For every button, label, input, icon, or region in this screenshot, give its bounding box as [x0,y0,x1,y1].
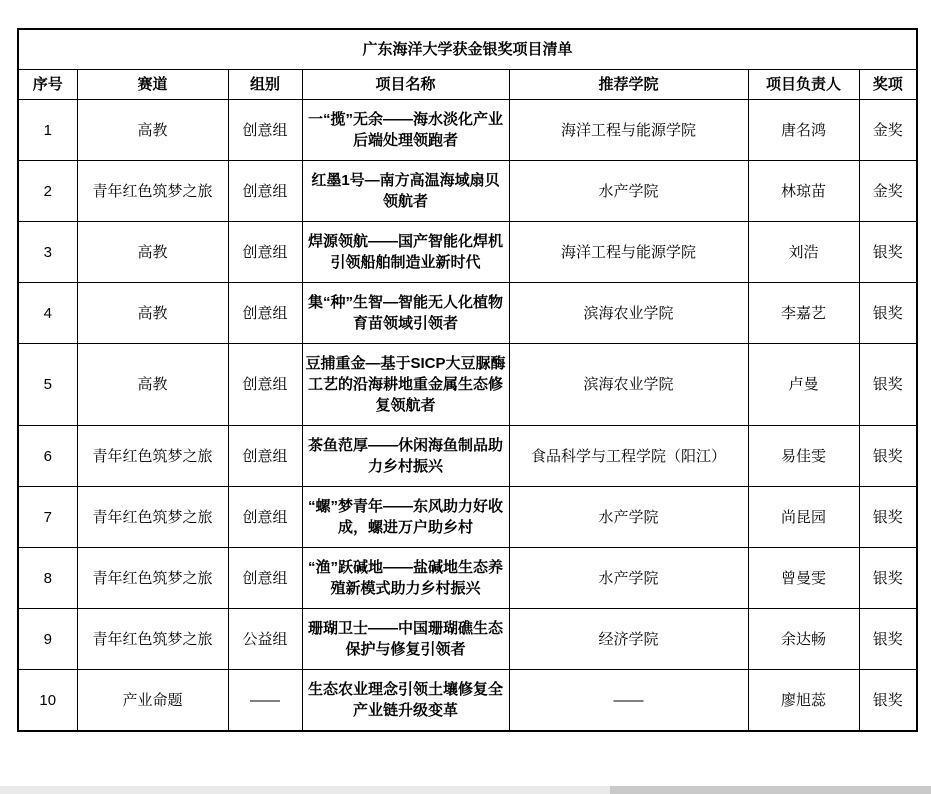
cell: 青年红色筑梦之旅 [77,548,228,609]
cell: 银奖 [859,283,917,344]
cell: 创意组 [228,548,302,609]
cell: 创意组 [228,426,302,487]
cell: 创意组 [228,487,302,548]
cell: 经济学院 [509,609,748,670]
cell: 4 [18,283,77,344]
cell: 7 [18,487,77,548]
column-header-index: 序号 [18,70,77,100]
cell: 高教 [77,344,228,426]
cell: 创意组 [228,222,302,283]
table-row [18,222,917,283]
cell: 青年红色筑梦之旅 [77,609,228,670]
table-body [18,100,917,732]
cell: 红墨1号—南方高温海域扇贝领航者 [302,161,509,222]
cell: 青年红色筑梦之旅 [77,487,228,548]
cell: 水产学院 [509,487,748,548]
cell: 创意组 [228,344,302,426]
cell: 豆捕重金—基于SICP大豆脲酶工艺的沿海耕地重金属生态修复领航者 [302,344,509,426]
cell: 银奖 [859,344,917,426]
cell: 1 [18,100,77,161]
cell: 银奖 [859,487,917,548]
table-row [18,100,917,161]
cell: 尚昆园 [748,487,859,548]
table-row [18,344,917,426]
cell: 产业命题 [77,670,228,732]
table-row [18,548,917,609]
cell: 刘浩 [748,222,859,283]
cell: 一“揽”无余——海水淡化产业后端处理领跑者 [302,100,509,161]
cell: 滨海农业学院 [509,344,748,426]
cell: 滨海农业学院 [509,283,748,344]
cell: 水产学院 [509,161,748,222]
cell: —— [228,670,302,732]
cell: 银奖 [859,222,917,283]
horizontal-scrollbar-thumb[interactable] [610,786,931,794]
table-row [18,161,917,222]
cell: 唐名鸿 [748,100,859,161]
cell: 廖旭蕊 [748,670,859,732]
cell: 高教 [77,283,228,344]
cell: 高教 [77,100,228,161]
cell: 2 [18,161,77,222]
table-row [18,426,917,487]
cell: 青年红色筑梦之旅 [77,426,228,487]
cell: 生态农业理念引领土壤修复全产业链升级变革 [302,670,509,732]
column-header-college: 推荐学院 [509,70,748,100]
cell: 3 [18,222,77,283]
cell: “渔”跃碱地——盐碱地生态养殖新模式助力乡村振兴 [302,548,509,609]
cell: 林琼苗 [748,161,859,222]
cell: 水产学院 [509,548,748,609]
cell: “螺”梦青年——东风助力好收成，螺进万户助乡村 [302,487,509,548]
horizontal-scrollbar[interactable] [0,786,931,794]
cell: 创意组 [228,283,302,344]
cell: 6 [18,426,77,487]
cell: 银奖 [859,609,917,670]
column-header-group: 组别 [228,70,302,100]
cell: 茶鱼范厚——休闲海鱼制品助力乡村振兴 [302,426,509,487]
column-header-track: 赛道 [77,70,228,100]
cell: 10 [18,670,77,732]
cell: 公益组 [228,609,302,670]
cell: 9 [18,609,77,670]
cell: 金奖 [859,161,917,222]
cell: 焊源领航——国产智能化焊机引领船舶制造业新时代 [302,222,509,283]
cell: 海洋工程与能源学院 [509,222,748,283]
cell: 卢曼 [748,344,859,426]
cell: 集“种”生智—智能无人化植物育苗领域引领者 [302,283,509,344]
cell: 珊瑚卫士——中国珊瑚礁生态保护与修复引领者 [302,609,509,670]
cell: 海洋工程与能源学院 [509,100,748,161]
cell: 高教 [77,222,228,283]
title-row [18,29,917,70]
cell: 银奖 [859,548,917,609]
table-title: 广东海洋大学获金银奖项目清单 [18,29,917,70]
cell: 李嘉艺 [748,283,859,344]
cell: 8 [18,548,77,609]
cell: 创意组 [228,161,302,222]
cell: 曾曼雯 [748,548,859,609]
cell: 易佳雯 [748,426,859,487]
table-row [18,609,917,670]
cell: 余达畅 [748,609,859,670]
cell: —— [509,670,748,732]
column-header-award: 奖项 [859,70,917,100]
cell: 银奖 [859,670,917,732]
awards-table [17,28,918,732]
cell: 创意组 [228,100,302,161]
cell: 银奖 [859,426,917,487]
table-row [18,487,917,548]
column-header-leader: 项目负责人 [748,70,859,100]
document-page [17,28,918,732]
cell: 5 [18,344,77,426]
column-header-project: 项目名称 [302,70,509,100]
cell: 青年红色筑梦之旅 [77,161,228,222]
table-row [18,670,917,732]
cell: 金奖 [859,100,917,161]
table-row [18,283,917,344]
cell: 食品科学与工程学院（阳江） [509,426,748,487]
header-row [18,70,917,100]
